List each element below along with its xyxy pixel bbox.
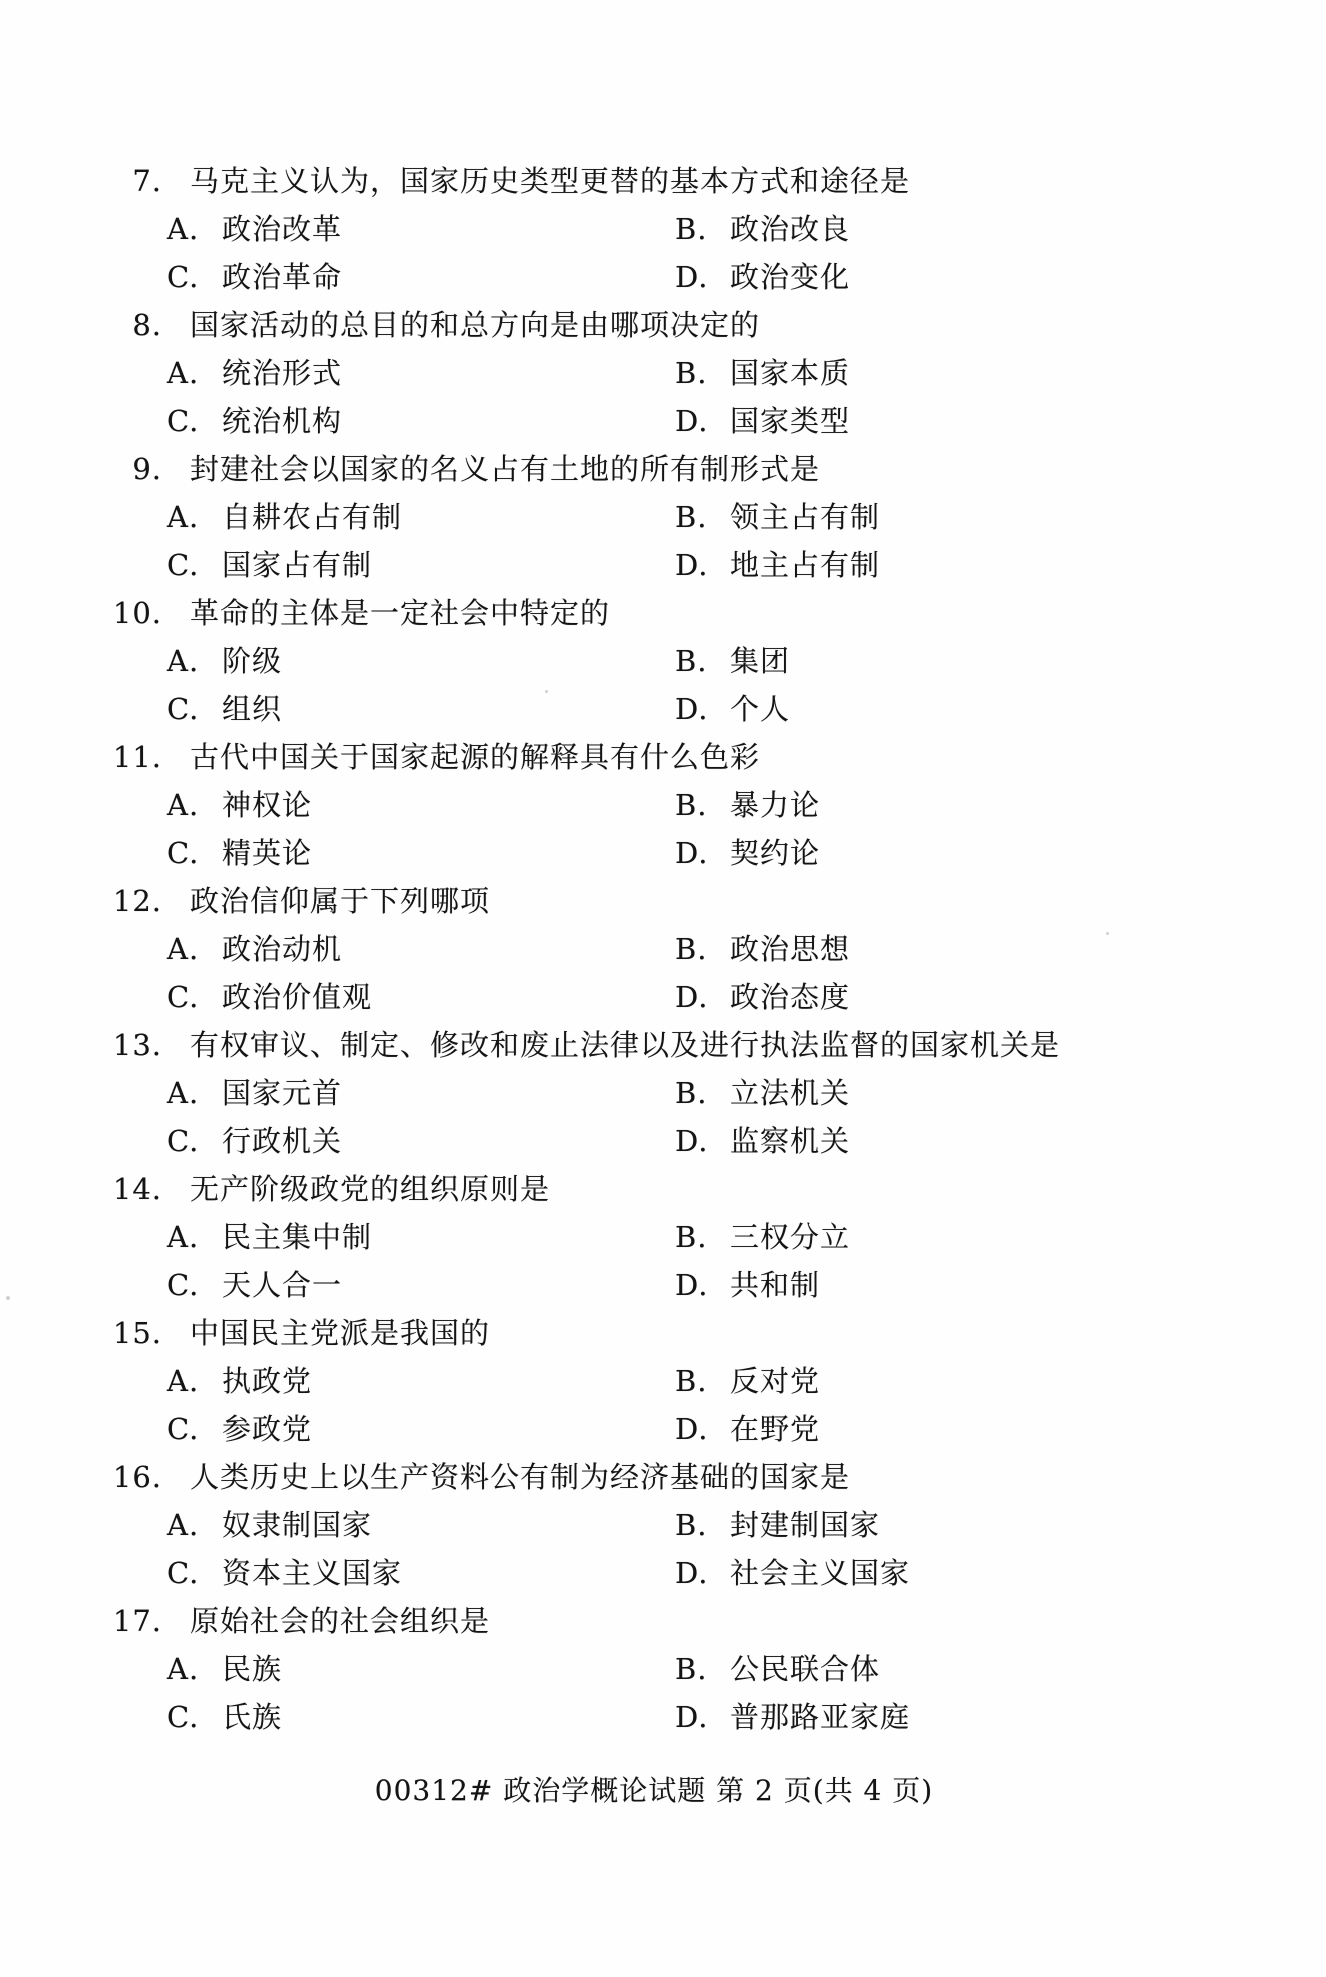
option-row-cd	[0, 829, 1326, 877]
option-text: 神权论	[222, 788, 313, 822]
question-block	[0, 1309, 1326, 1453]
option-c	[167, 1549, 402, 1597]
question-block	[0, 877, 1326, 1021]
option-b	[675, 925, 850, 973]
question-line	[0, 1453, 1326, 1501]
option-letter: C.	[167, 980, 200, 1014]
option-c	[167, 973, 372, 1021]
option-row-ab	[0, 493, 1326, 541]
option-row-ab	[0, 349, 1326, 397]
option-text: 民族	[222, 1652, 283, 1686]
option-d	[675, 1261, 820, 1309]
option-a	[167, 637, 282, 685]
question-line	[0, 733, 1326, 781]
option-text: 氏族	[222, 1700, 283, 1734]
question-line	[0, 301, 1326, 349]
option-letter: D.	[675, 1412, 709, 1446]
option-text: 统治机构	[222, 404, 343, 438]
option-text: 政治思想	[730, 932, 851, 966]
option-letter: A.	[167, 1652, 200, 1686]
option-letter: A.	[167, 1364, 200, 1398]
option-text: 行政机关	[222, 1124, 343, 1158]
option-letter: B.	[675, 1076, 708, 1110]
page-footer: 00312# 政治学概论试题 第 2 页(共 4 页)	[374, 1774, 934, 1807]
option-letter: D.	[675, 1268, 709, 1302]
option-text: 契约论	[730, 836, 821, 870]
question-block	[0, 589, 1326, 733]
question-text: 古代中国关于国家起源的解释具有什么色彩	[190, 740, 761, 774]
question-text: 中国民主党派是我国的	[190, 1316, 491, 1350]
option-d	[675, 253, 850, 301]
option-letter: D.	[675, 836, 709, 870]
option-row-ab	[0, 781, 1326, 829]
option-c	[167, 1117, 342, 1165]
question-text: 革命的主体是一定社会中特定的	[190, 596, 611, 630]
option-letter: D.	[675, 1700, 709, 1734]
option-row-cd	[0, 973, 1326, 1021]
option-letter: D.	[675, 548, 709, 582]
option-text: 普那路亚家庭	[730, 1700, 911, 1734]
option-letter: C.	[167, 1412, 200, 1446]
question-block	[0, 1165, 1326, 1309]
question-text: 封建社会以国家的名义占有土地的所有制形式是	[190, 452, 821, 486]
option-row-ab	[0, 1069, 1326, 1117]
option-text: 统治形式	[222, 356, 343, 390]
option-letter: B.	[675, 1508, 708, 1542]
option-text: 暴力论	[730, 788, 821, 822]
option-letter: A.	[167, 1076, 200, 1110]
question-line	[0, 157, 1326, 205]
option-letter: B.	[675, 1364, 708, 1398]
option-letter: A.	[167, 356, 200, 390]
scan-speck	[6, 1296, 10, 1300]
option-d	[675, 1693, 910, 1741]
option-text: 国家类型	[730, 404, 851, 438]
option-letter: D.	[675, 1124, 709, 1158]
option-b	[675, 1501, 880, 1549]
option-row-cd	[0, 397, 1326, 445]
option-row-cd	[0, 1117, 1326, 1165]
question-block	[0, 1453, 1326, 1597]
option-d	[675, 1549, 910, 1597]
option-letter: B.	[675, 500, 708, 534]
option-letter: C.	[167, 548, 200, 582]
option-letter: A.	[167, 644, 200, 678]
question-line	[0, 1021, 1326, 1069]
question-block	[0, 445, 1326, 589]
option-row-cd	[0, 541, 1326, 589]
option-b	[675, 1645, 880, 1693]
question-number: 7.	[132, 164, 162, 198]
option-d	[675, 397, 850, 445]
option-letter: C.	[167, 1268, 200, 1302]
option-text: 监察机关	[730, 1124, 851, 1158]
option-letter: C.	[167, 1556, 200, 1590]
option-text: 政治改良	[730, 212, 851, 246]
option-text: 执政党	[222, 1364, 313, 1398]
option-text: 反对党	[730, 1364, 821, 1398]
option-text: 共和制	[730, 1268, 821, 1302]
option-letter: A.	[167, 1508, 200, 1542]
question-line	[0, 1597, 1326, 1645]
option-row-cd	[0, 1261, 1326, 1309]
option-letter: D.	[675, 1556, 709, 1590]
question-line	[0, 1165, 1326, 1213]
option-row-ab	[0, 1213, 1326, 1261]
question-number: 17.	[112, 1604, 162, 1638]
question-number: 10.	[112, 596, 162, 630]
option-text: 封建制国家	[730, 1508, 881, 1542]
option-d	[675, 829, 820, 877]
option-text: 社会主义国家	[730, 1556, 911, 1590]
option-text: 资本主义国家	[222, 1556, 403, 1590]
option-letter: B.	[675, 1652, 708, 1686]
question-text: 人类历史上以生产资料公有制为经济基础的国家是	[190, 1460, 851, 1494]
option-c	[167, 1405, 312, 1453]
option-text: 个人	[730, 692, 791, 726]
question-text: 马克主义认为，国家历史类型更替的基本方式和途径是	[190, 164, 911, 198]
scan-speck	[1106, 932, 1109, 935]
option-a	[167, 1357, 312, 1405]
question-block	[0, 1597, 1326, 1741]
option-row-ab	[0, 925, 1326, 973]
question-block	[0, 157, 1326, 301]
option-text: 参政党	[222, 1412, 313, 1446]
option-text: 组织	[222, 692, 283, 726]
option-text: 领主占有制	[730, 500, 881, 534]
option-text: 自耕农占有制	[222, 500, 403, 534]
option-letter: B.	[675, 932, 708, 966]
option-text: 奴隶制国家	[222, 1508, 373, 1542]
question-number: 13.	[112, 1028, 162, 1062]
question-text: 国家活动的总目的和总方向是由哪项决定的	[190, 308, 761, 342]
option-c	[167, 253, 342, 301]
option-text: 政治改革	[222, 212, 343, 246]
option-b	[675, 349, 850, 397]
question-line	[0, 1309, 1326, 1357]
question-text: 无产阶级政党的组织原则是	[190, 1172, 551, 1206]
option-letter: C.	[167, 1700, 200, 1734]
option-a	[167, 205, 342, 253]
option-c	[167, 397, 342, 445]
option-d	[675, 541, 880, 589]
option-row-ab	[0, 637, 1326, 685]
option-text: 在野党	[730, 1412, 821, 1446]
question-number: 8.	[132, 308, 162, 342]
option-text: 公民联合体	[730, 1652, 881, 1686]
option-row-cd	[0, 1549, 1326, 1597]
option-row-ab	[0, 1357, 1326, 1405]
option-text: 政治动机	[222, 932, 343, 966]
option-letter: D.	[675, 260, 709, 294]
option-b	[675, 1213, 850, 1261]
question-line	[0, 589, 1326, 637]
option-text: 三权分立	[730, 1220, 851, 1254]
option-text: 政治革命	[222, 260, 343, 294]
option-letter: D.	[675, 980, 709, 1014]
option-a	[167, 1213, 372, 1261]
option-text: 国家占有制	[222, 548, 373, 582]
option-d	[675, 685, 790, 733]
option-text: 阶级	[222, 644, 283, 678]
option-c	[167, 541, 372, 589]
option-letter: B.	[675, 788, 708, 822]
option-text: 民主集中制	[222, 1220, 373, 1254]
option-letter: A.	[167, 212, 200, 246]
option-row-cd	[0, 1693, 1326, 1741]
option-letter: B.	[675, 1220, 708, 1254]
question-number: 11.	[112, 740, 162, 774]
option-text: 政治价值观	[222, 980, 373, 1014]
option-row-cd	[0, 253, 1326, 301]
option-a	[167, 1645, 282, 1693]
question-text: 政治信仰属于下列哪项	[190, 884, 491, 918]
scan-speck	[545, 690, 548, 693]
question-block	[0, 301, 1326, 445]
question-number: 9.	[132, 452, 162, 486]
question-line	[0, 877, 1326, 925]
option-text: 国家本质	[730, 356, 851, 390]
option-c	[167, 829, 312, 877]
option-b	[675, 637, 790, 685]
option-b	[675, 1069, 850, 1117]
option-text: 精英论	[222, 836, 313, 870]
option-letter: C.	[167, 836, 200, 870]
option-letter: B.	[675, 644, 708, 678]
option-b	[675, 493, 880, 541]
question-block	[0, 1021, 1326, 1165]
question-text: 有权审议、制定、修改和废止法律以及进行执法监督的国家机关是	[190, 1028, 1061, 1062]
question-number: 15.	[112, 1316, 162, 1350]
option-text: 天人合一	[222, 1268, 343, 1302]
option-text: 政治变化	[730, 260, 851, 294]
option-row-cd	[0, 685, 1326, 733]
option-letter: B.	[675, 356, 708, 390]
option-letter: A.	[167, 932, 200, 966]
option-a	[167, 1501, 372, 1549]
option-text: 集团	[730, 644, 791, 678]
option-letter: C.	[167, 1124, 200, 1158]
option-letter: A.	[167, 1220, 200, 1254]
option-a	[167, 781, 312, 829]
option-b	[675, 205, 850, 253]
option-letter: D.	[675, 692, 709, 726]
option-a	[167, 1069, 342, 1117]
question-number: 12.	[112, 884, 162, 918]
option-letter: B.	[675, 212, 708, 246]
question-line	[0, 445, 1326, 493]
option-letter: C.	[167, 260, 200, 294]
option-text: 政治态度	[730, 980, 851, 1014]
option-text: 国家元首	[222, 1076, 343, 1110]
option-a	[167, 349, 342, 397]
question-number: 16.	[112, 1460, 162, 1494]
question-text: 原始社会的社会组织是	[190, 1604, 491, 1638]
option-row-ab	[0, 1645, 1326, 1693]
option-b	[675, 781, 820, 829]
option-b	[675, 1357, 820, 1405]
option-d	[675, 1405, 820, 1453]
question-number: 14.	[112, 1172, 162, 1206]
option-d	[675, 973, 850, 1021]
option-c	[167, 1261, 342, 1309]
option-a	[167, 493, 402, 541]
option-c	[167, 1693, 282, 1741]
option-letter: D.	[675, 404, 709, 438]
option-row-cd	[0, 1405, 1326, 1453]
option-text: 地主占有制	[730, 548, 881, 582]
question-block	[0, 733, 1326, 877]
option-letter: A.	[167, 500, 200, 534]
option-row-ab	[0, 1501, 1326, 1549]
option-d	[675, 1117, 850, 1165]
option-letter: C.	[167, 404, 200, 438]
option-row-ab	[0, 205, 1326, 253]
option-letter: C.	[167, 692, 200, 726]
option-a	[167, 925, 342, 973]
option-text: 立法机关	[730, 1076, 851, 1110]
option-c	[167, 685, 282, 733]
option-letter: A.	[167, 788, 200, 822]
